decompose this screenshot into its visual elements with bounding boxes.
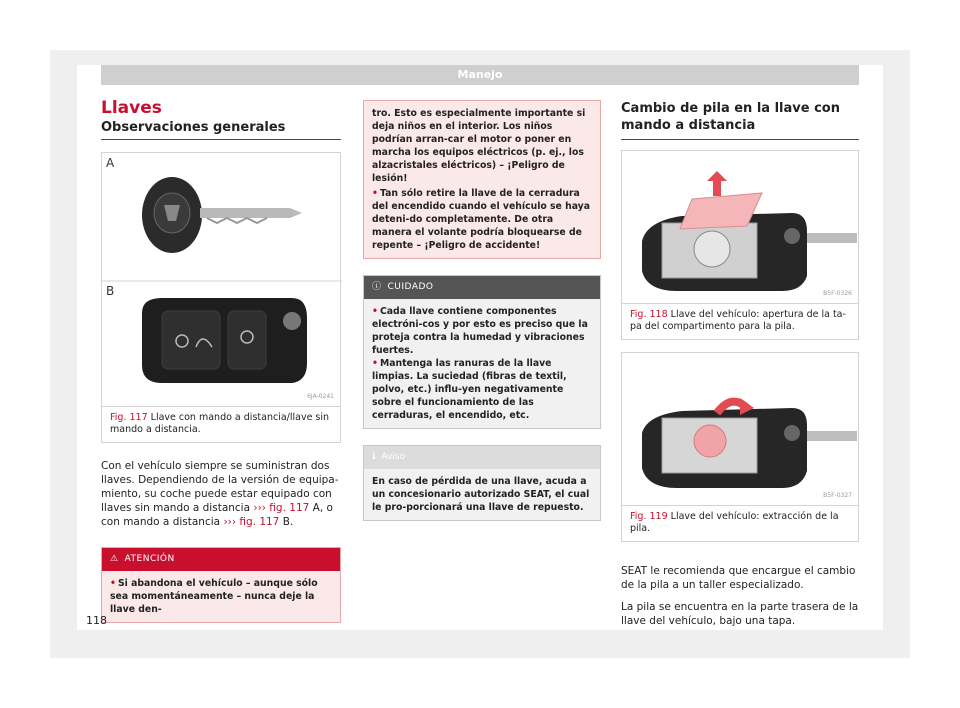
figure-119-caption [622,506,858,541]
figure-ref-link-b[interactable]: ››› fig. 117 [223,516,280,528]
warning-body [102,571,340,622]
bullet-icon: • [110,578,116,589]
keys-illustration [102,153,342,406]
figure-117-image [102,153,340,407]
figure-118-image [622,151,858,304]
figure-117-caption-text: Llave con mando a distancia/llave sin mando a distancia. [110,412,330,435]
figure-117 [101,152,341,443]
left-column [101,92,341,623]
figure-letter-b: B [106,284,115,298]
ref-tag-b: B [282,516,290,528]
subsection-title: Observaciones generales [101,120,286,135]
battery-paragraph-2: La pila se encuentra en la parte trasera de la llave del vehículo, bajo una tapa. [621,601,859,627]
title-rule [101,139,341,140]
chapter-header: Manejo [101,65,859,85]
figure-117-code: 6JA-0241 [307,393,334,400]
warning-title: ATENCIÓN [124,554,175,564]
caution-box [363,275,601,429]
section-title: Llaves [101,98,162,118]
right-column [621,92,859,628]
figure-118-caption-text: Llave del vehículo: apertura de la ta-pa del compartimento para la pila. [630,309,846,332]
figure-ref-link-a[interactable]: ››› fig. 117 [253,502,310,514]
battery-removal-illustration [622,353,860,505]
page-number: 118 [86,614,107,627]
figure-letter-a: A [106,156,115,170]
caution-header [364,276,600,299]
warning-box-continued [363,100,601,259]
caution-bullet-2-row [372,357,592,422]
figure-118-code: B5F-0326 [823,290,852,297]
figure-119-caption-text: Llave del vehículo: extracción de la pila. [630,511,839,534]
caution-title: CUIDADO [387,282,434,292]
caution-bullet-2: Mantenga las ranuras de la llave limpias. La suciedad (fibras de textil, polvo, etc.) influ-yen negativamente sobre el funcionamiento de las cerraduras, el encendido, etc. [372,358,567,421]
warning-body-continued [364,101,600,258]
battery-section-title: Cambio de pila en la llave con mando a distancia [621,101,840,133]
note-header [364,446,600,469]
warning-header [102,548,340,571]
warning-bullet-1: Si abandona el vehículo – aunque sólo sea momentáneamente – nunca deje la llave den- [110,578,318,615]
figure-118-caption [622,304,858,339]
warning-bullet-2: Tan sólo retire la llave de la cerradura del encendido cuando el vehículo se haya deteni-do completamente. De otra manera el volante podría bloquearse de repente – ¡Peligro de accidente! [372,188,591,251]
figure-118 [621,150,859,340]
caution-bullet-1: Cada llave contiene componentes electróni-cos y por esto es preciso que la proteja contra la humedad y vibraciones fuertes. [372,306,588,356]
bullet-icon: • [372,306,378,317]
warning-continuation: tro. Esto es especialmente importante si deja niños en el interior. Los niños podrían arran-car el motor o poner en marcha los equipos eléctricos (p. ej., los alzacristales eléctricos) – ¡Peligro de lesión! [372,108,586,184]
info-icon: ℹ [372,452,376,462]
figure-117-label: Fig. 117 [110,412,148,423]
intro-text-end: . [289,516,294,528]
intro-paragraph [101,459,341,529]
title-rule [621,139,859,140]
note-body: En caso de pérdida de una llave, acuda a un concesionario autorizado SEAT, el cual le pro-porcionará una llave de repuesto. [364,469,600,520]
caution-bullet-1-row [372,305,592,357]
note-box [363,445,601,521]
figure-119-label: Fig. 119 [630,511,668,522]
figure-119-code: B5F-0327 [823,492,852,499]
warning-triangle-icon: ⚠ [110,554,119,564]
middle-column [363,100,601,521]
battery-cover-illustration [622,151,860,303]
caution-circle-icon: ⓘ [372,282,382,292]
bullet-icon: • [372,188,378,199]
warning-bullet-2-row [372,187,592,252]
intro-text-mid: , o con mando a distancia [101,502,333,528]
bullet-icon: • [372,358,378,369]
ref-tag-a: A [312,502,320,514]
figure-119 [621,352,859,542]
intro-text: Con el vehículo siempre se suministran dos llaves. Dependiendo de la versión de equipa-miento, su coche puede estar equipado con llaves sin mando a distancia [101,460,339,514]
note-title: Aviso [381,452,406,462]
figure-117-caption [102,407,340,442]
warning-box [101,547,341,623]
figure-119-image [622,353,858,506]
caution-body [364,299,600,428]
figure-118-label: Fig. 118 [630,309,668,320]
battery-paragraph-1: SEAT le recomienda que encargue el cambio de la pila a un taller especializado. [621,565,856,591]
